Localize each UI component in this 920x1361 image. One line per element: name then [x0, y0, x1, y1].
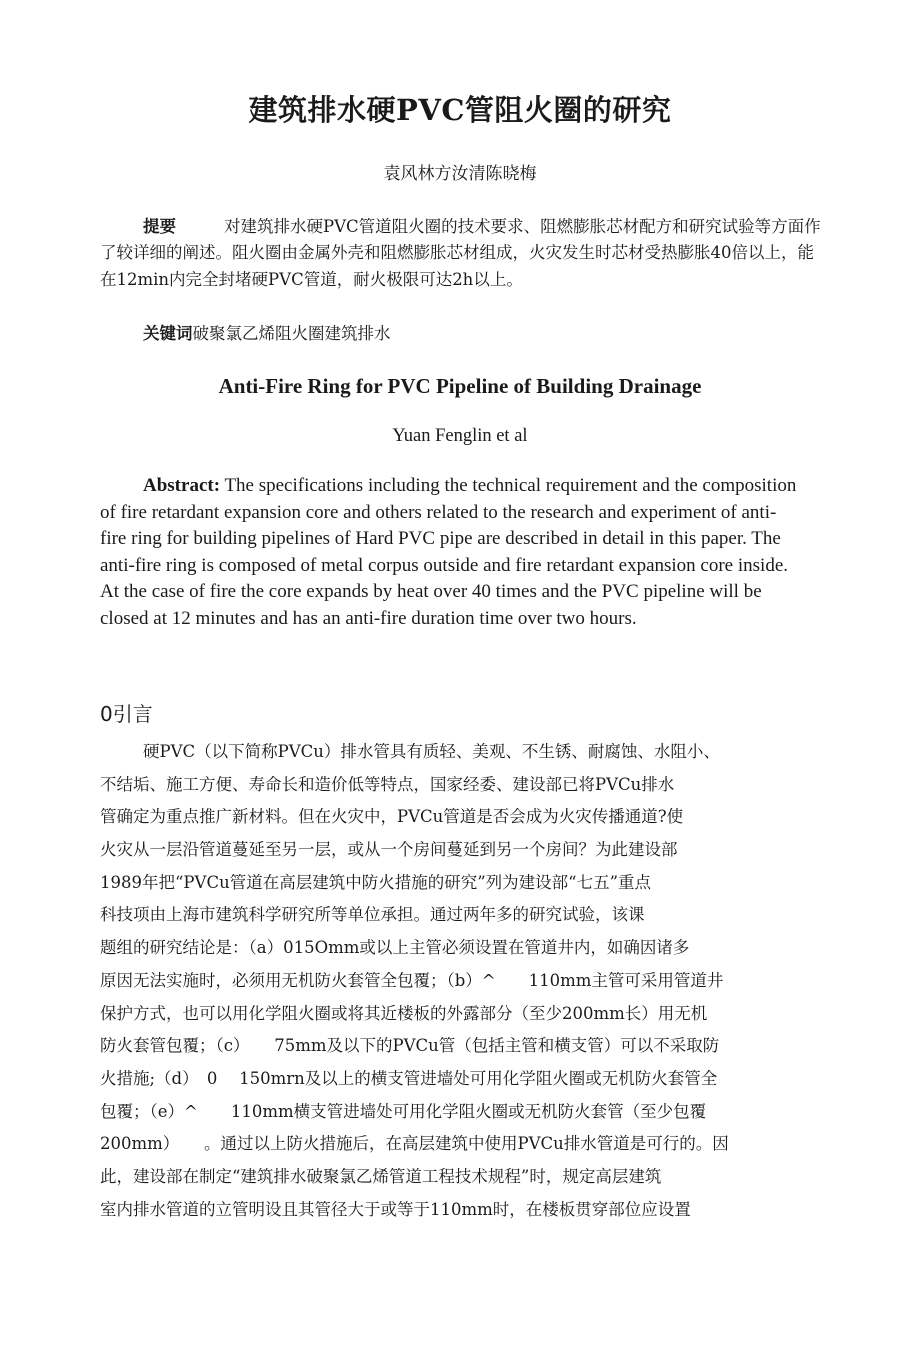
body-line: 火措施;（d） 0 150mrn及以上的横支管进墙处可用化学阻火圈或无机防火套管全 — [100, 1068, 718, 1088]
abstract-text: 对建筑排水硬PVC管道阻火圈的技术要求、阻燃膨胀芯材配方和研究试验等方面作了较详细的阐述。阻火圈由金属外壳和阻燃膨胀芯材组成，火灾发生时芯材受热膨胀40倍以上，能在12min内完全封堵硬PVC管道，耐火极限可达2h以上。 — [100, 217, 821, 289]
body-line: 硬PVC（以下简称PVCu）排水管具有质轻、美观、不生锈、耐腐蚀、水阻小、 — [143, 742, 720, 761]
english-abstract-text: The specifications including the technical requirement and the composition of fire retardant expansion core and others related to the research and experiment of anti-fire ring for building pipelines of Hard PVC pipe are described in detail in this paper. The anti-fire ring is composed of metal corpus outside and fire retardant expansion core inside. At the case of fire the core expands by heat over 40 times and the PVC pipeline will be closed at 12 minutes and has an anti-fire duration time over two hours. — [100, 475, 797, 629]
english-title: Anti-Fire Ring for PVC Pipeline of Building Drainage — [218, 374, 702, 398]
english-authors: Yuan Fenglin et al — [392, 426, 528, 446]
section-heading-introduction: 0引言 — [100, 702, 153, 726]
body-line: 题组的研究结论是：（a）015Omm或以上主管必须设置在管道井内，如确因诸多 — [100, 938, 690, 958]
english-abstract-label: Abstract: — [143, 475, 221, 496]
paper-title: 建筑排水硬PVC管阻火圈的研究 — [248, 93, 672, 127]
introduction-body — [100, 736, 822, 1226]
body-line: 科技项由上海市建筑科学研究所等单位承担。通过两年多的研究试验，该课 — [100, 905, 645, 925]
body-line: 此，建设部在制定“建筑排水破聚氯乙烯管道工程技术规程”时，规定高层建筑 — [100, 1166, 662, 1186]
chinese-abstract — [100, 214, 822, 293]
body-line: 1989年把“PVCu管道在高层建筑中防火措施的研究”列为建设部“七五”重点 — [100, 872, 652, 892]
body-line: 保护方式，也可以用化学阻火圈或将其近楼板的外露部分（至少200mm长）用无机 — [100, 1003, 708, 1023]
keywords-text: 破聚氯乙烯阻火圈建筑排水 — [192, 324, 391, 343]
body-line: 不结垢、施工方便、寿命长和造价低等特点，国家经委、建设部已将PVCu排水 — [100, 774, 675, 794]
body-line: 包覆；（e）^ 110mm横支管进墙处可用化学阻火圈或无机防火套管（至少包覆 — [100, 1101, 707, 1121]
body-line: 管确定为重点推广新材料。但在火灾中，PVCu管道是否会成为火灾传播通道?使 — [100, 807, 684, 827]
body-line: 火灾从一层沿管道蔓延至另一层，或从一个房间蔓延到另一个房间？为此建设部 — [100, 840, 678, 860]
abstract-label: 提要 — [143, 217, 176, 236]
body-line: 室内排水管道的立管明设且其管径大于或等于110mm时，在楼板贯穿部位应设置 — [100, 1199, 691, 1219]
body-line: 原因无法实施时，必须用无机防火套管全包覆；（b）^ 110mm主管可采用管道井 — [100, 970, 724, 990]
keywords-label: 关键词 — [143, 324, 193, 343]
english-abstract — [100, 473, 800, 632]
chinese-keywords — [100, 321, 822, 347]
body-line: 200mm） 。通过以上防火措施后，在高层建筑中使用PVCu排水管道是可行的。因 — [100, 1134, 729, 1154]
author-list: 袁风林方汝清陈晓梅 — [383, 164, 537, 184]
body-line: 防火套管包覆；（c） 75mm及以下的PVCu管（包括主管和横支管）可以不采取防 — [100, 1036, 720, 1056]
